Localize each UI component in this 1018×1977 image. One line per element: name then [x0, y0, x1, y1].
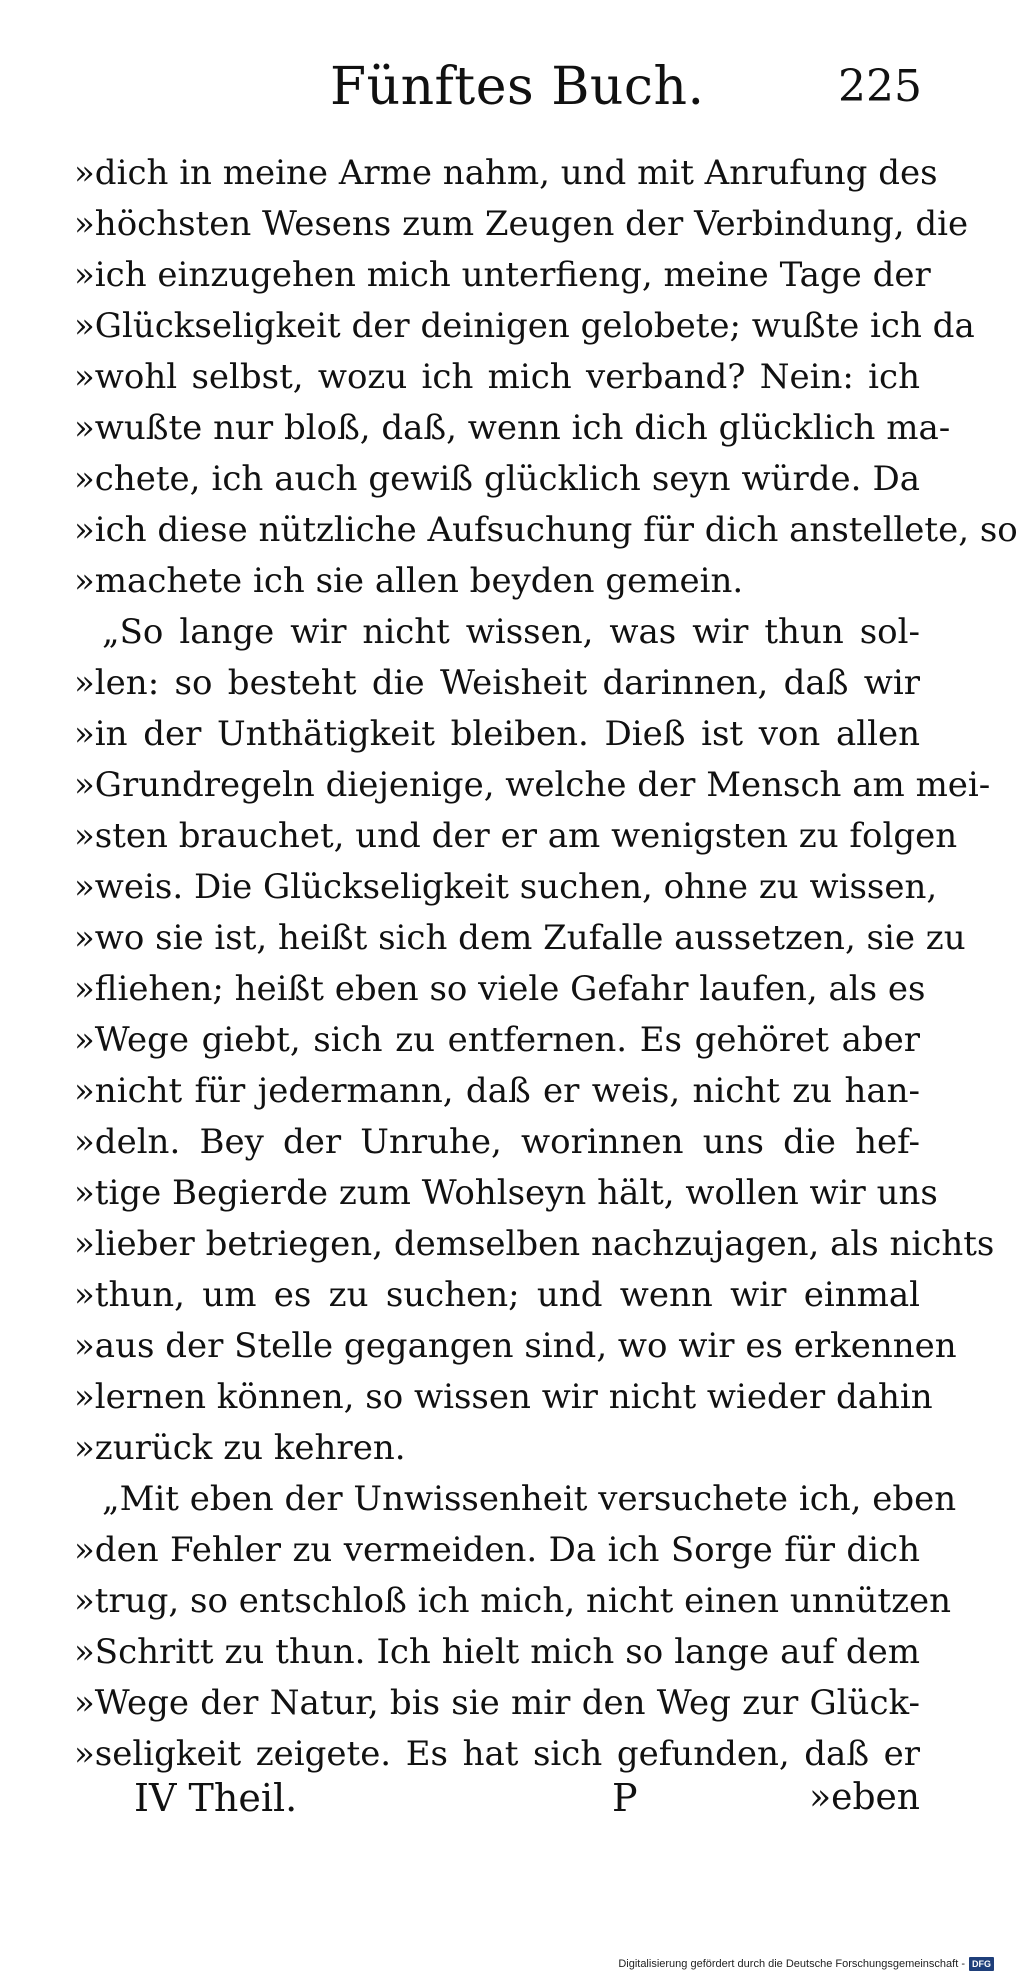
paragraph-1 [74, 148, 1018, 607]
paragraph-2 [74, 607, 995, 1474]
text-line: »wußte nur bloß, daß, wenn ich dich glücklich ma- [74, 408, 951, 448]
text-line: „Mit eben der Unwissenheit versuchete ich, eben [102, 1479, 957, 1519]
text-line: »aus der Stelle gegangen sind, wo wir es erkennen [74, 1326, 957, 1366]
text-line: »seligkeit zeigete. Es hat sich gefunden, daß er [74, 1734, 920, 1774]
text-line: »thun, um es zu suchen; und wenn wir einmal [74, 1275, 920, 1315]
page-footer [90, 1770, 920, 1826]
volume-signature: IV Theil. [134, 1776, 298, 1820]
text-line: »fliehen; heißt eben so viele Gefahr laufen, als es [74, 969, 926, 1009]
text-line: »höchsten Wesens zum Zeugen der Verbindung, die [74, 204, 969, 244]
text-line: »wo sie ist, heißt sich dem Zufalle aussetzen, sie zu [74, 918, 966, 958]
text-line: »weis. Die Glückseligkeit suchen, ohne zu wissen, [74, 867, 938, 907]
text-line: »Wege der Natur, bis sie mir den Weg zur Glück- [74, 1683, 920, 1723]
text-line: »den Fehler zu vermeiden. Da ich Sorge für dich [74, 1530, 920, 1570]
sheet-mark: P [612, 1776, 638, 1820]
digitization-credit [618, 1955, 994, 1973]
text-line: »nicht für jedermann, daß er weis, nicht zu han- [74, 1071, 920, 1111]
text-line: »machete ich sie allen beyden gemein. [74, 561, 744, 601]
body-text [74, 148, 1018, 1780]
text-line: »trug, so entschloß ich mich, nicht einen unnützen [74, 1581, 952, 1621]
dfg-logo-icon: DFG [969, 1957, 994, 1971]
credit-text: Digitalisierung gefördert durch die Deutsche Forschungsgemeinschaft - [618, 1958, 965, 1970]
text-line: »ich diese nützliche Aufsuchung für dich anstellete, so [74, 510, 1018, 550]
running-title: Fünftes Buch. [330, 57, 705, 117]
text-line: »in der Unthätigkeit bleiben. Dieß ist von allen [74, 714, 920, 754]
text-line: »Glückseligkeit der deinigen gelobete; wußte ich da [74, 306, 975, 346]
text-line: »len: so besteht die Weisheit darinnen, daß wir [74, 663, 920, 703]
text-line: »lernen können, so wissen wir nicht wieder dahin [74, 1377, 933, 1417]
text-line: »zurück zu kehren. [74, 1428, 406, 1468]
text-line: »Schritt zu thun. Ich hielt mich so lange auf dem [74, 1632, 920, 1672]
text-line: „So lange wir nicht wissen, was wir thun sol- [102, 612, 920, 652]
text-line: »dich in meine Arme nahm, und mit Anrufung des [74, 153, 938, 193]
text-line: »ich einzugehen mich unterfieng, meine Tage der [74, 255, 931, 295]
text-line: »Grundregeln diejenige, welche der Mensch am mei- [74, 765, 991, 805]
paragraph-3 [74, 1474, 957, 1780]
text-line: »wohl selbst, wozu ich mich verband? Nein: ich [74, 357, 920, 397]
text-line: »sten brauchet, und der er am wenigsten zu folgen [74, 816, 958, 856]
page-number: 225 [838, 61, 922, 112]
text-line: »Wege giebt, sich zu entfernen. Es gehöret aber [74, 1020, 920, 1060]
catchword: »eben [809, 1777, 920, 1818]
text-line: »lieber betriegen, demselben nachzujagen, als nichts [74, 1224, 995, 1264]
text-line: »chete, ich auch gewiß glücklich seyn würde. Da [74, 459, 920, 499]
text-line: »tige Begierde zum Wohlseyn hält, wollen wir uns [74, 1173, 938, 1213]
page-header [0, 52, 1000, 122]
text-line: »deln. Bey der Unruhe, worinnen uns die hef- [74, 1122, 920, 1162]
